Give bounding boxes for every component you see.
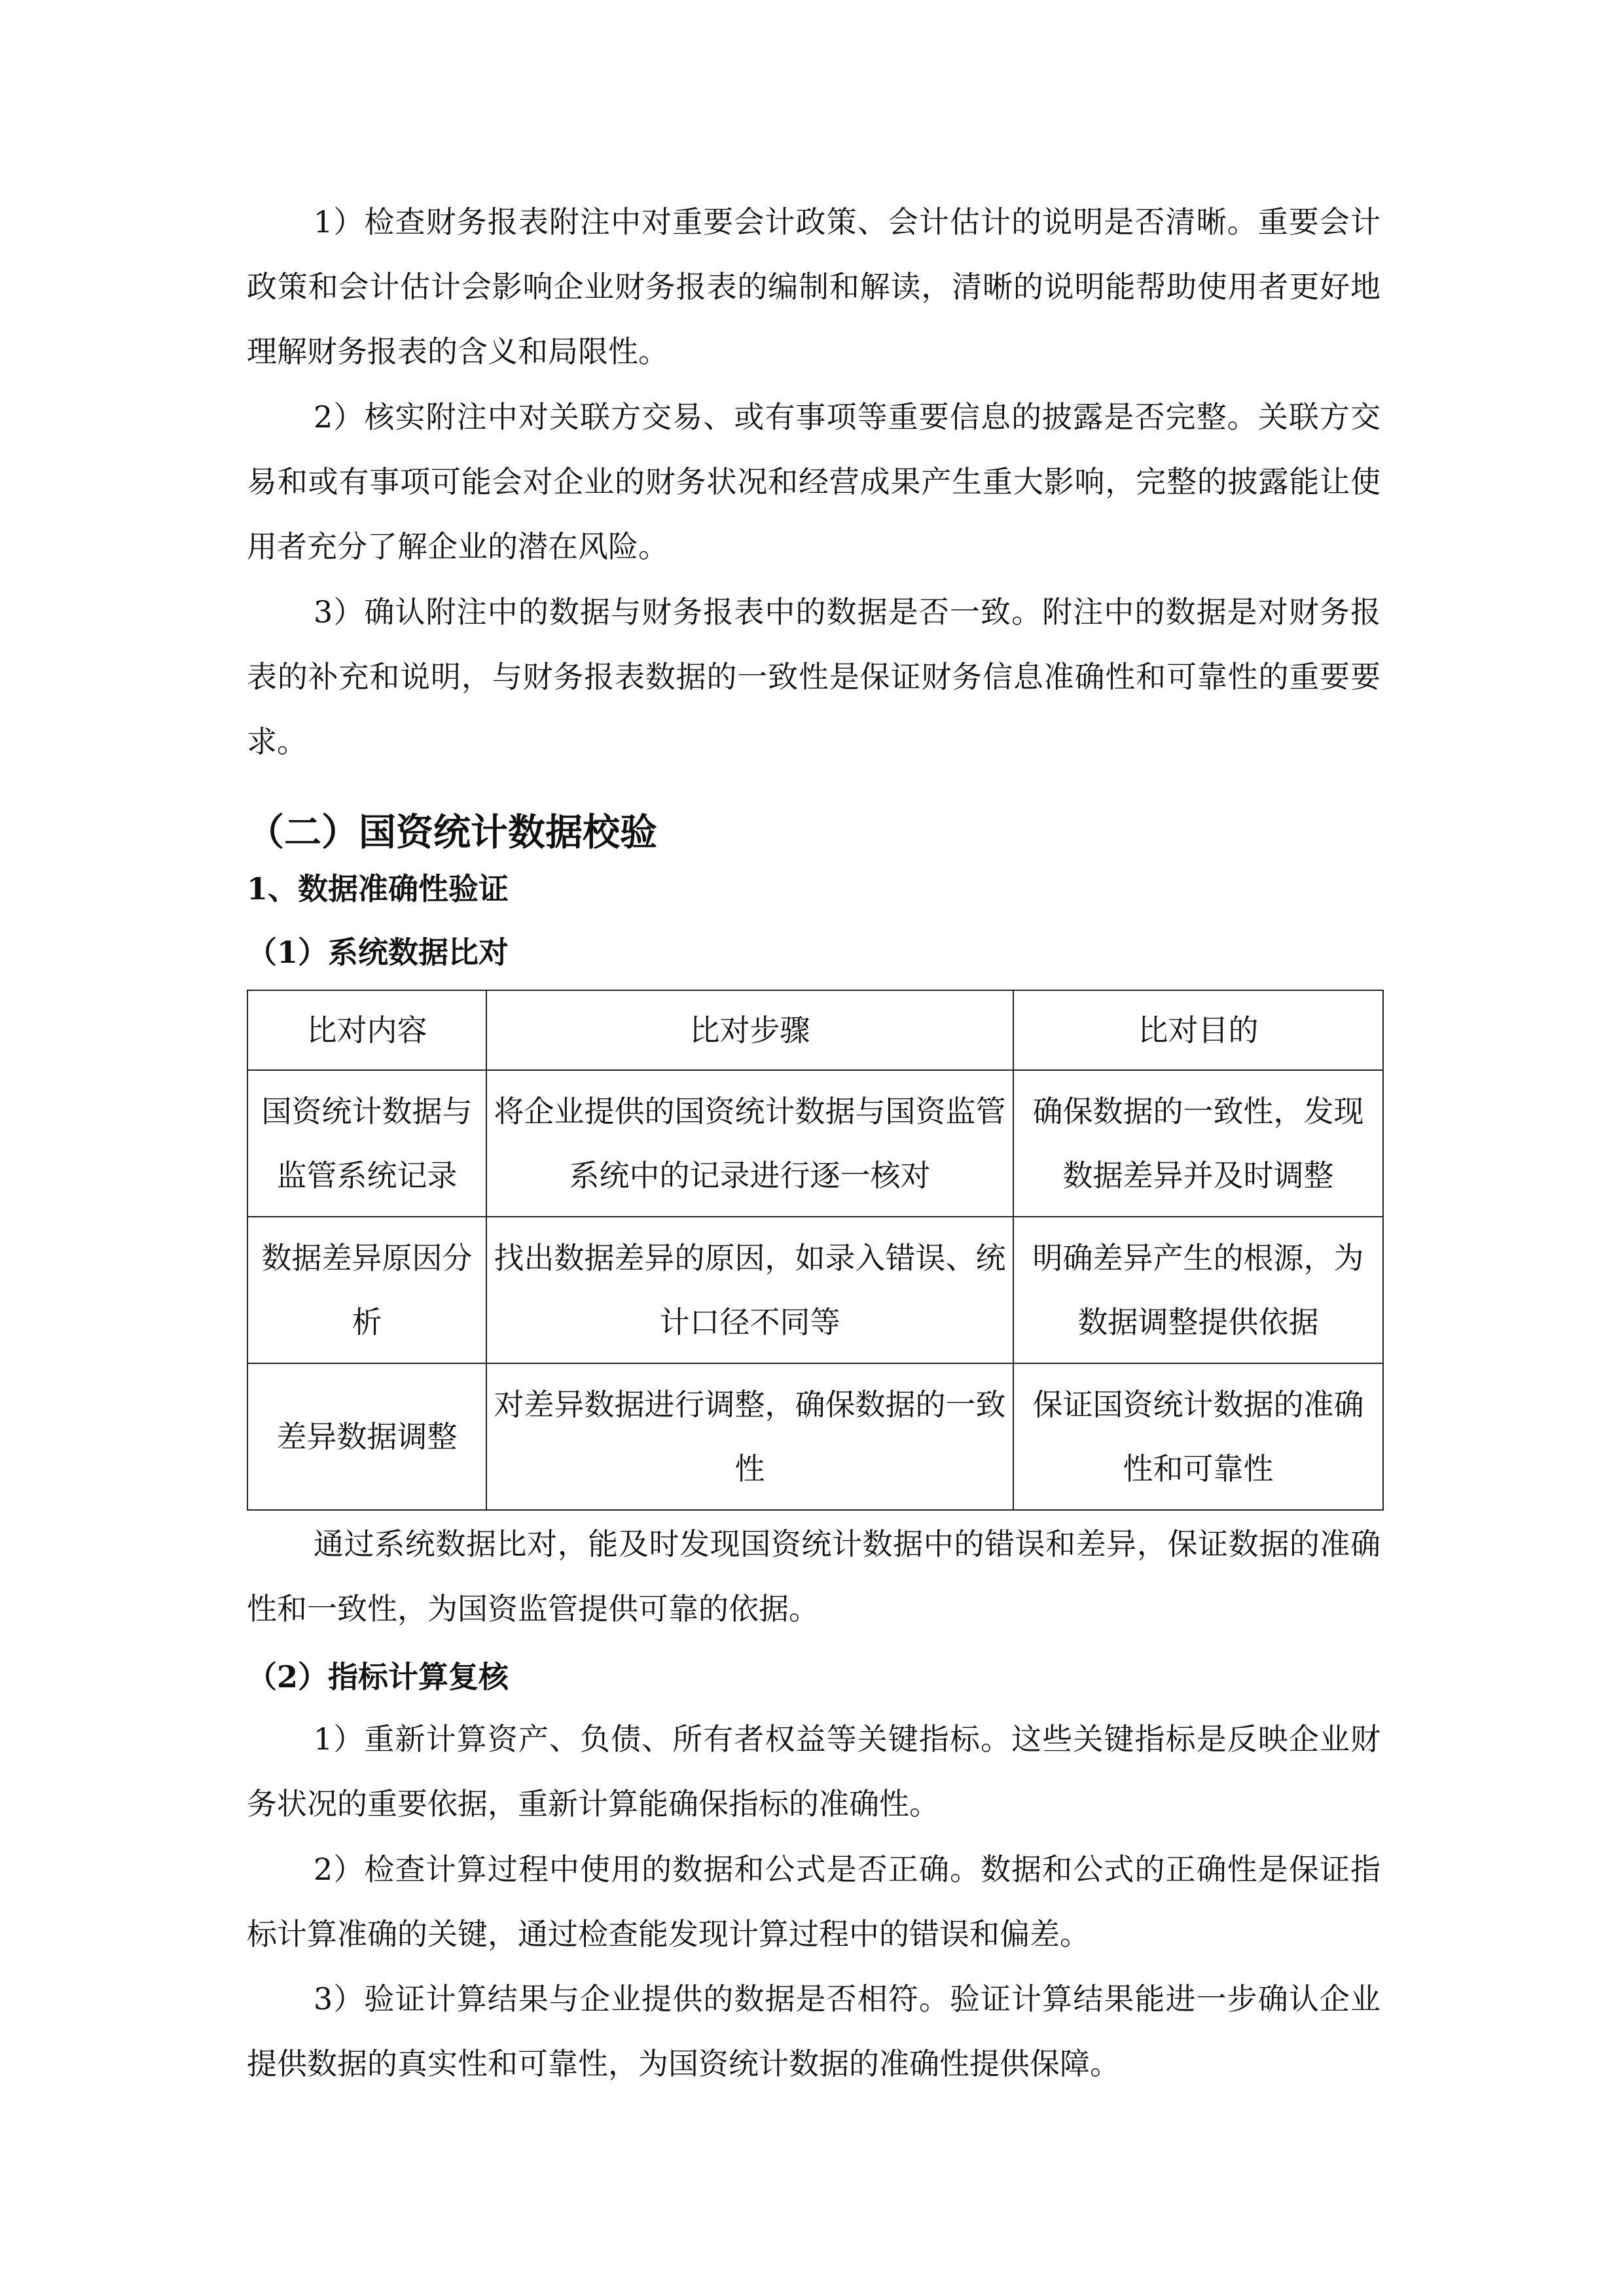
item1-heading: （1）系统数据比对 — [247, 935, 509, 970]
table-cell: 对差异数据进行调整，确保数据的一致性 — [486, 1363, 1013, 1510]
intro-paragraph-1: 1）检查财务报表附注中对重要会计政策、会计估计的说明是否清晰。重要会计政策和会计估计会影响企业财务报表的编制和解读，清晰的说明能帮助使用者更好地理解财务报表的含义和局限性。 — [247, 204, 1380, 369]
item2-heading: （2）指标计算复核 — [247, 1659, 509, 1695]
section-heading: （二）国资统计数据校验 — [247, 810, 657, 854]
table-cell: 数据差异原因分析 — [247, 1217, 486, 1363]
table-cell: 找出数据差异的原因，如录入错误、统计口径不同等 — [486, 1217, 1013, 1363]
table-cell: 保证国资统计数据的准确性和可靠性 — [1013, 1363, 1383, 1510]
item2-paragraph-2: 2）检查计算过程中使用的数据和公式是否正确。数据和公式的正确性是保证指标计算准确的关键，通过检查能发现计算过程中的错误和偏差。 — [247, 1852, 1380, 1952]
table-row — [247, 1363, 1383, 1510]
table-header-cell: 比对步骤 — [486, 990, 1013, 1070]
table-summary-paragraph: 通过系统数据比对，能及时发现国资统计数据中的错误和差异，保证数据的准确性和一致性，为国资监管提供可靠的依据。 — [247, 1526, 1380, 1626]
table-row — [247, 1070, 1383, 1217]
subsection-heading: 1、数据准确性验证 — [247, 871, 509, 906]
table-cell: 国资统计数据与监管系统记录 — [247, 1070, 486, 1217]
item2-paragraph-1: 1）重新计算资产、负债、所有者权益等关键指标。这些关键指标是反映企业财务状况的重要依据，重新计算能确保指标的准确性。 — [247, 1721, 1380, 1821]
item2-paragraph-3: 3）验证计算结果与企业提供的数据是否相符。验证计算结果能进一步确认企业提供数据的真实性和可靠性，为国资统计数据的准确性提供保障。 — [247, 1981, 1380, 2081]
table-header-row — [247, 990, 1383, 1070]
table-cell: 明确差异产生的根源，为数据调整提供依据 — [1013, 1217, 1383, 1363]
intro-paragraph-2: 2）核实附注中对关联方交易、或有事项等重要信息的披露是否完整。关联方交易和或有事项可能会对企业的财务状况和经营成果产生重大影响，完整的披露能让使用者充分了解企业的潜在风险。 — [247, 399, 1380, 564]
table-cell: 差异数据调整 — [247, 1363, 486, 1510]
table-cell: 确保数据的一致性，发现数据差异并及时调整 — [1013, 1070, 1383, 1217]
table-row — [247, 1217, 1383, 1363]
comparison-table — [247, 990, 1384, 1511]
intro-paragraph-3: 3）确认附注中的数据与财务报表中的数据是否一致。附注中的数据是对财务报表的补充和说明，与财务报表数据的一致性是保证财务信息准确性和可靠性的重要要求。 — [247, 594, 1380, 759]
table-cell: 将企业提供的国资统计数据与国资监管系统中的记录进行逐一核对 — [486, 1070, 1013, 1217]
table-header-cell: 比对内容 — [247, 990, 486, 1070]
table-header-cell: 比对目的 — [1013, 990, 1383, 1070]
